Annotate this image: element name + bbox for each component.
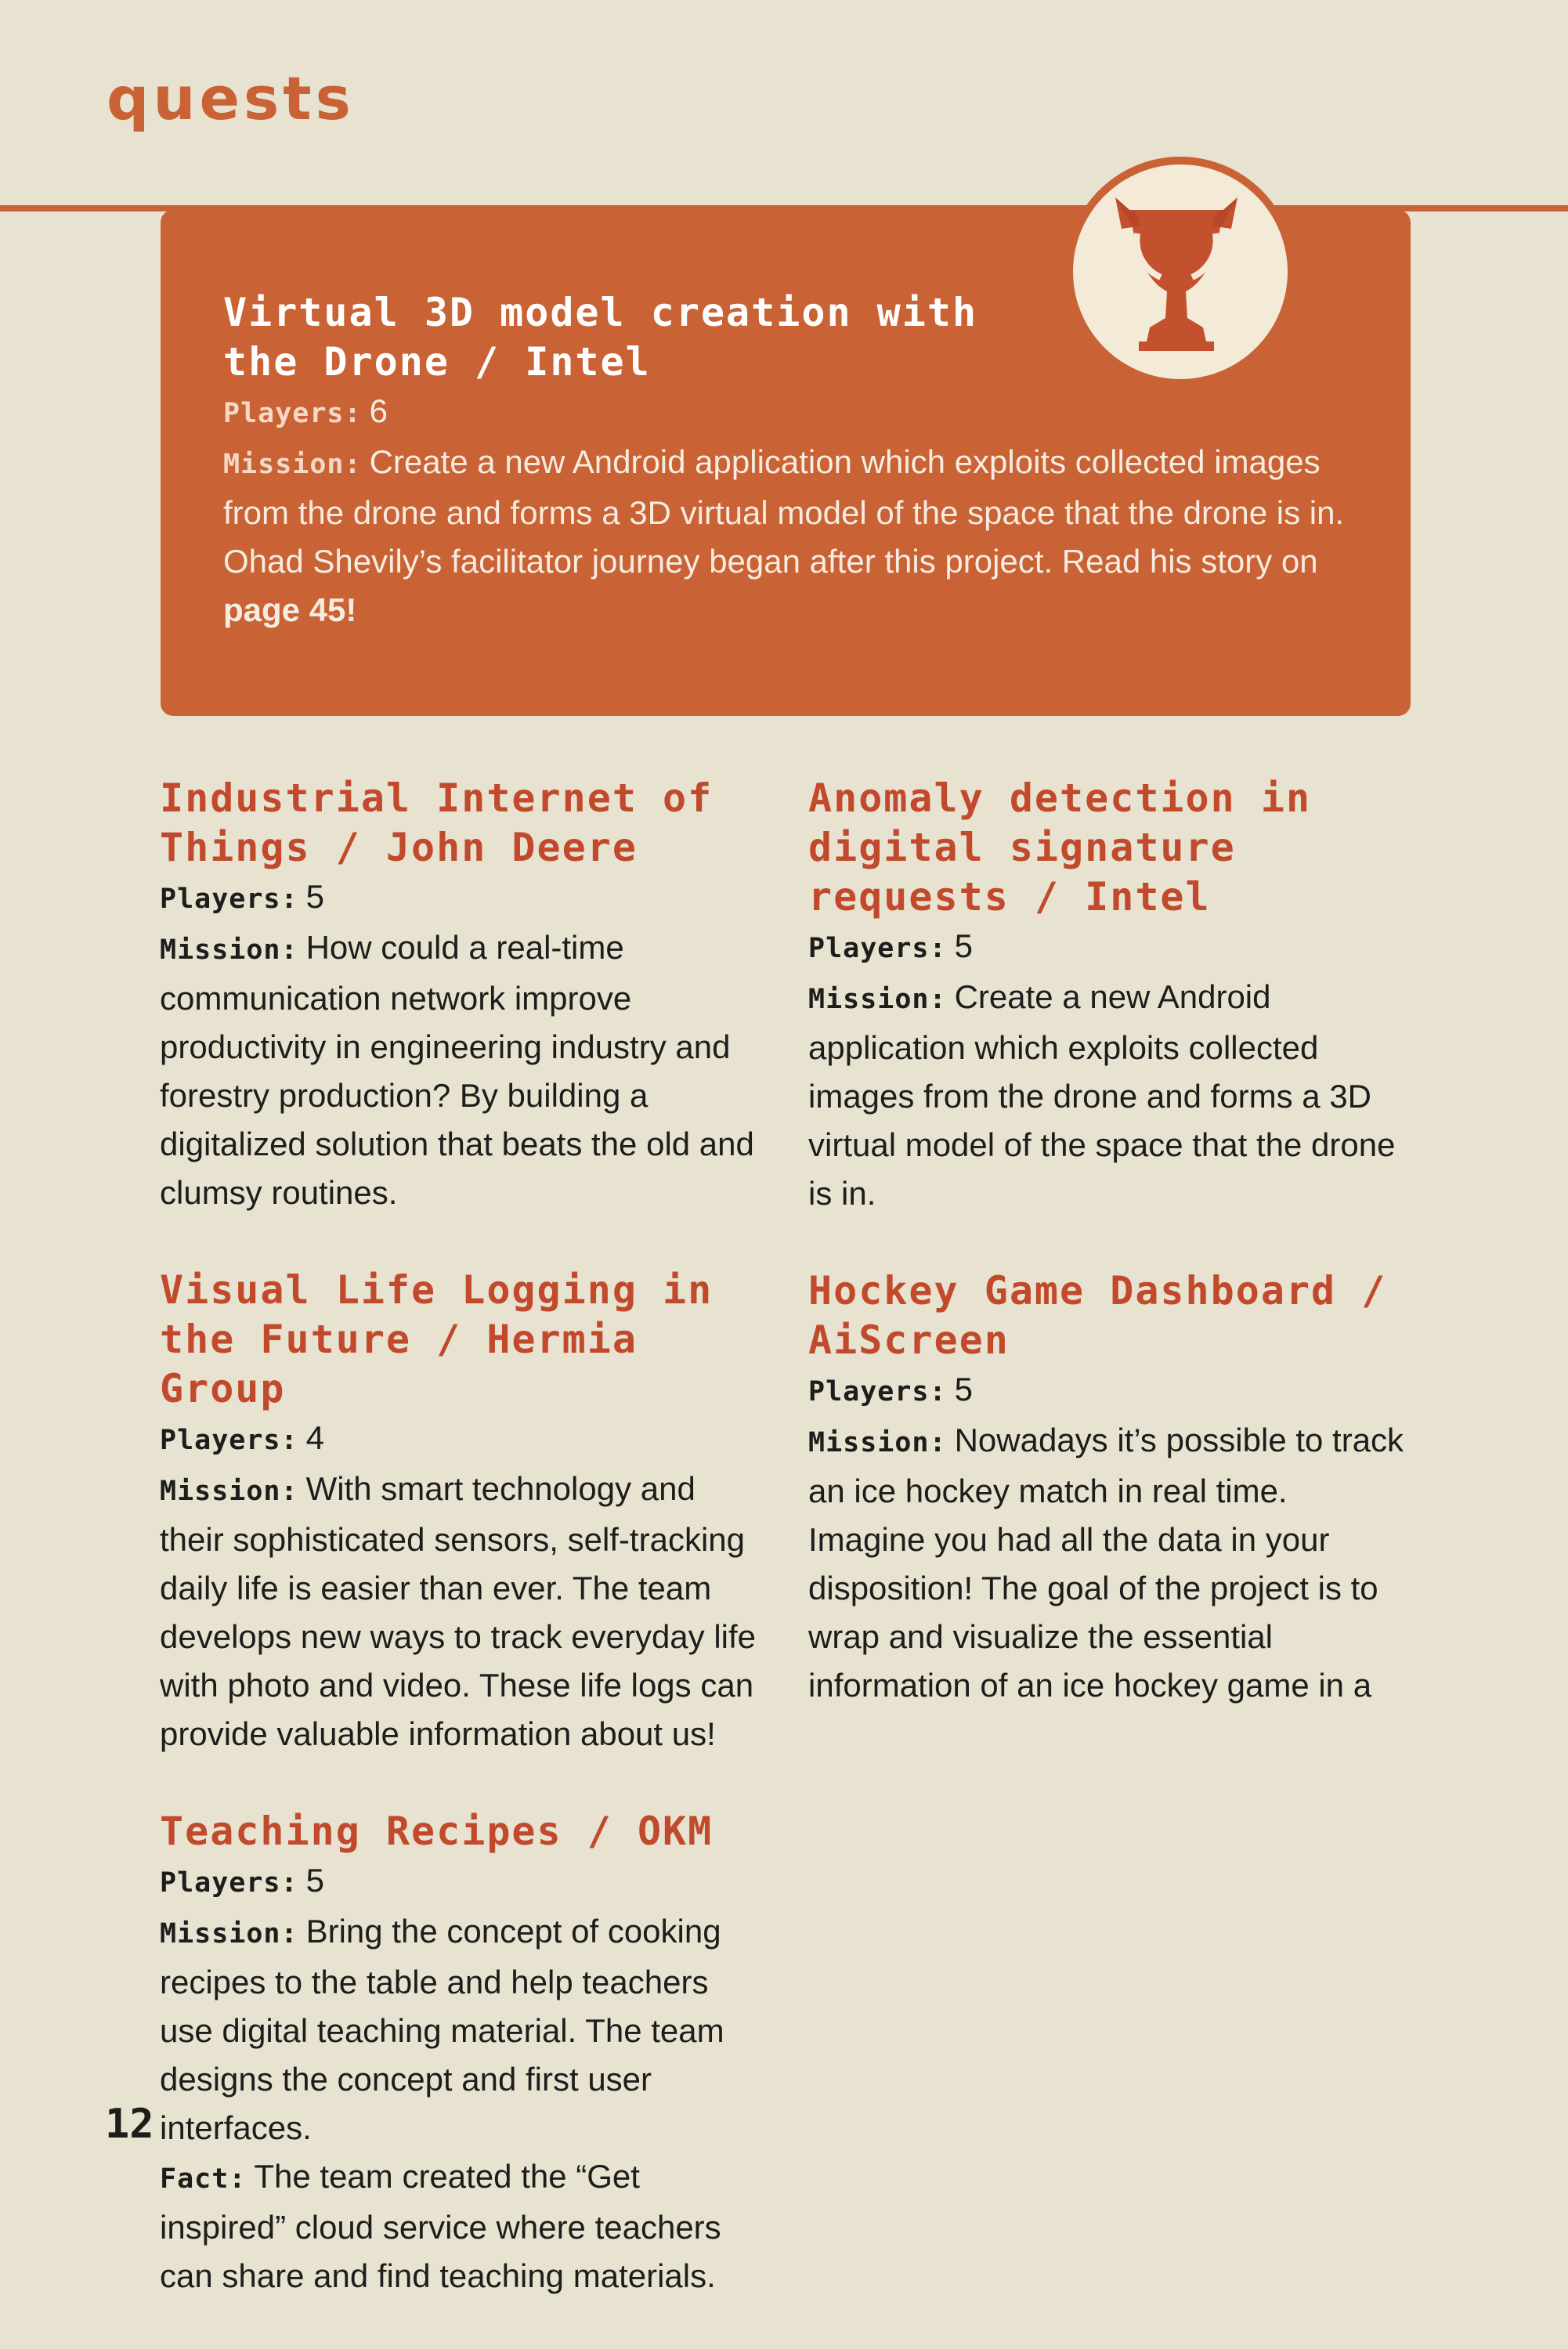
mission-text: Create a new Android application which exploits collected images from the drone and forms a 3D virtual model of the space that the drone is in. Ohad Shevily’s facilitator journey began after this project. Read his story on (223, 443, 1345, 580)
mission-label: Mission: (160, 1476, 298, 1507)
quest-title: Hockey Game Dashboard / AiScreen (808, 1268, 1387, 1363)
players-label: Players: (160, 1867, 298, 1899)
quest-item (808, 1267, 1411, 1710)
mission-text: Bring the concept of cooking recipes to the table and help teachers use digital teaching material. The team designs the concept and first user interfaces. (160, 1913, 724, 2146)
players-value: 5 (305, 1862, 324, 1899)
players-label: Players: (160, 1425, 298, 1456)
players-value: 4 (305, 1419, 324, 1456)
mission-line (808, 1416, 1411, 1710)
quest-item (160, 1807, 763, 2300)
featured-mission-line (223, 438, 1382, 634)
players-value: 6 (369, 392, 388, 429)
mission-text: Nowadays it’s possible to track an ice hockey match in real time. Imagine you had all the data in your disposition! The goal of the project is to wrap and visualize the essential information of an ice hockey game in a (808, 1422, 1404, 1704)
quest-title: Teaching Recipes / OKM (160, 1809, 714, 1854)
quest-title: Industrial Internet of Things / John Deere (160, 775, 714, 870)
trophy-badge (1065, 157, 1295, 387)
players-line (808, 922, 1411, 973)
players-value: 5 (954, 1371, 973, 1408)
section-title: quests (107, 63, 355, 133)
quest-item (808, 774, 1411, 1218)
players-line (160, 1856, 763, 1907)
players-value: 5 (305, 878, 324, 915)
mission-label: Mission: (160, 934, 298, 966)
fact-text: The team created the “Get inspired” cloud service where teachers can share and find teaching materials. (160, 2158, 721, 2294)
mission-label: Mission: (223, 449, 362, 480)
quest-title: Visual Life Logging in the Future / Hermia Group (160, 1267, 714, 1411)
players-label: Players: (808, 1376, 947, 1408)
players-label: Players: (808, 933, 947, 964)
page-number: 12 (105, 2101, 154, 2148)
players-label: Players: (160, 884, 298, 915)
players-value: 5 (954, 927, 973, 964)
mission-label: Mission: (160, 1918, 298, 1950)
mission-label: Mission: (808, 1427, 947, 1458)
left-column (160, 774, 763, 2349)
fact-label: Fact: (160, 2163, 247, 2195)
featured-quest-title: Virtual 3D model creation with the Drone / Intel (223, 290, 978, 385)
mission-line (160, 1465, 763, 1758)
mission-line (160, 1907, 763, 2152)
mission-label: Mission: (808, 984, 947, 1015)
quest-item (160, 774, 763, 1217)
page-reference: page 45! (223, 591, 357, 628)
quest-title: Anomaly detection in digital signature requests / Intel (808, 775, 1312, 920)
fact-line (160, 2152, 763, 2300)
players-line (160, 1414, 763, 1465)
featured-players-line (223, 387, 1382, 438)
players-line (160, 873, 763, 923)
mission-line (808, 973, 1411, 1218)
right-column (808, 774, 1411, 1758)
players-line (808, 1365, 1411, 1416)
quest-item (160, 1266, 763, 1758)
trophy-icon (1106, 193, 1255, 357)
mission-text: Create a new Android application which exploits collected images from the drone and forms a 3D virtual model of the space that the drone is in. (808, 978, 1396, 1212)
players-label: Players: (223, 398, 362, 429)
mission-text: How could a real-time communication network improve productivity in engineering industry and forestry production? By building a digitalized solution that beats the old and clumsy routines. (160, 929, 754, 1211)
mission-line (160, 923, 763, 1217)
mission-text: With smart technology and their sophisticated sensors, self-tracking daily life is easier than ever. The team develops new ways to track everyday life with photo and video. These life logs can provide valuable information about us! (160, 1470, 757, 1752)
